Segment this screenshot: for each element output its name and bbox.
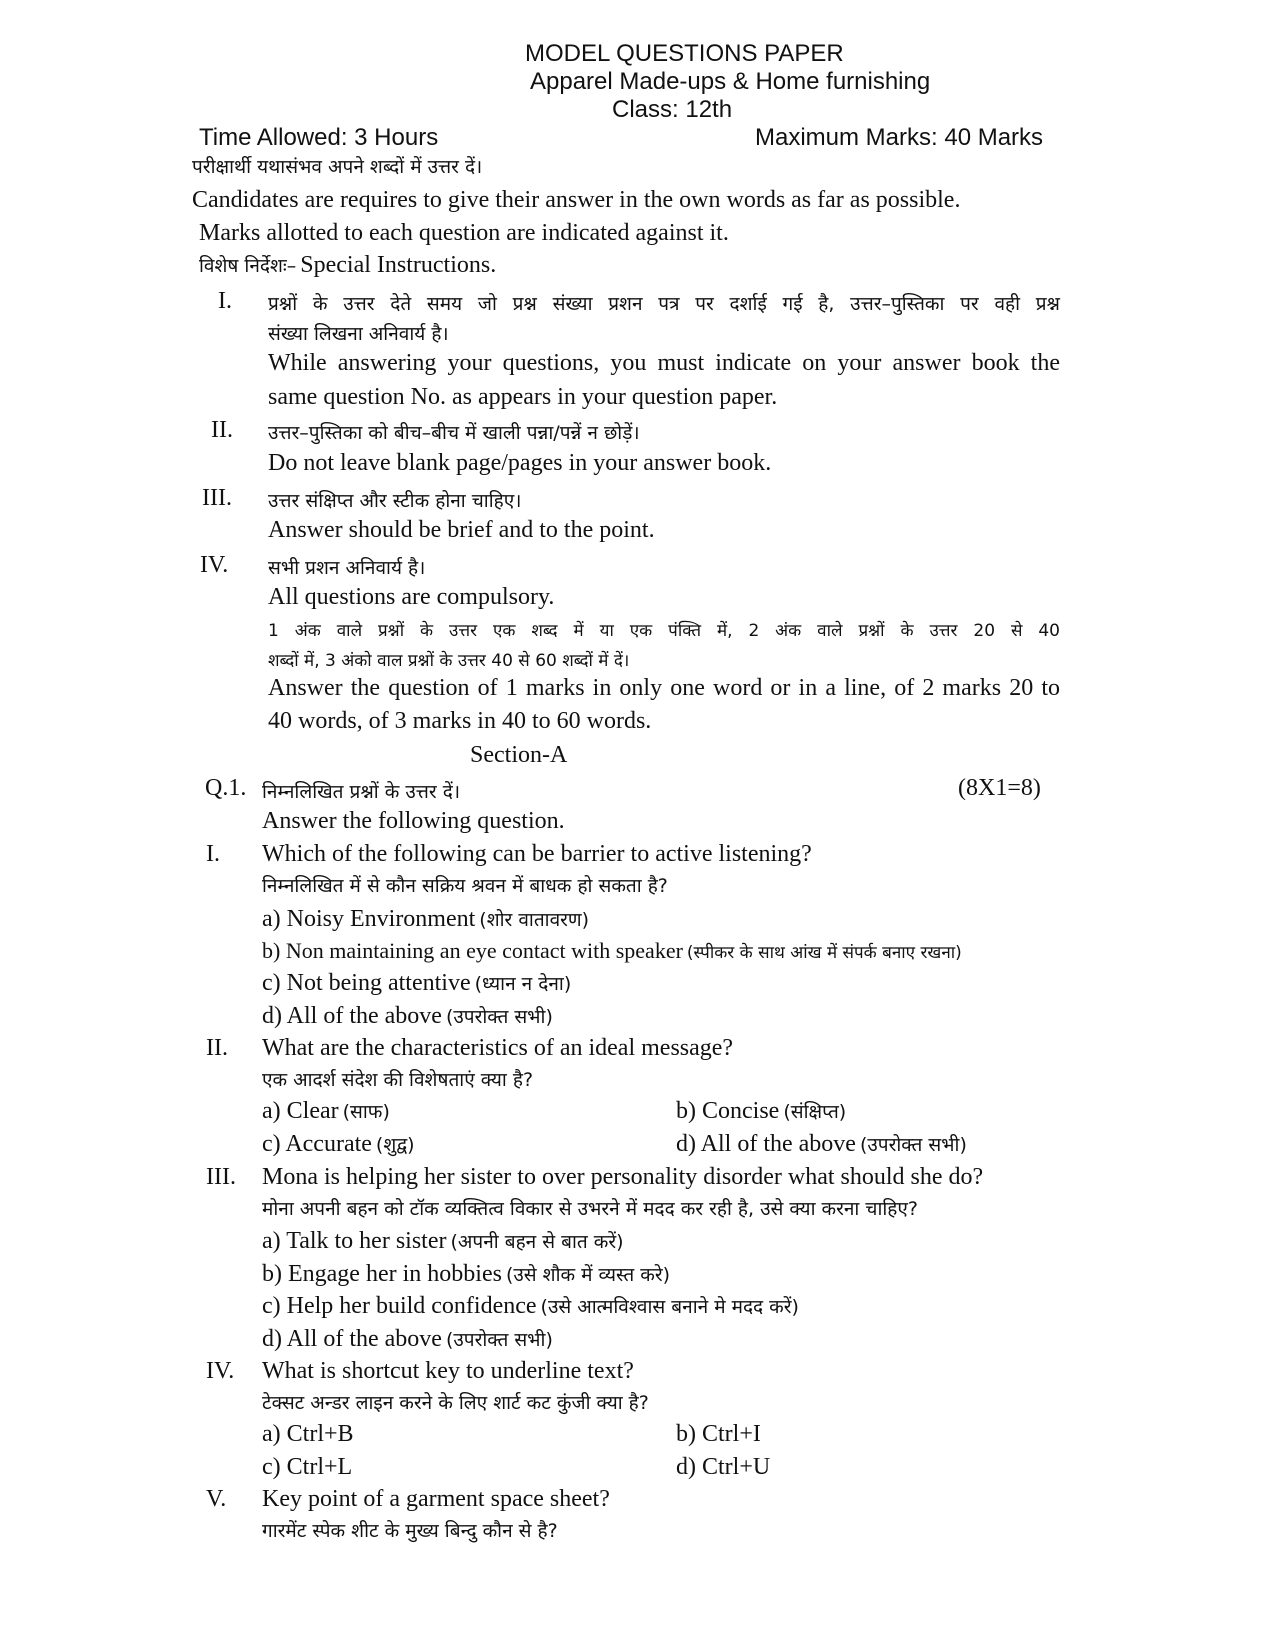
- option-english: d) All of the above: [262, 1003, 442, 1029]
- instruction-english: While answering your questions, you must indicate on your answer book the: [268, 350, 1060, 376]
- option-english: b) Concise: [676, 1098, 780, 1124]
- sub-question-english: Key point of a garment space sheet?: [262, 1486, 610, 1512]
- answer-option: [262, 906, 589, 933]
- paper-class: Class: 12th: [612, 96, 733, 123]
- option-hindi: (स्पीकर के साथ आंख में संपर्क बनाए रखना): [686, 943, 962, 963]
- answer-option: [262, 1131, 415, 1158]
- instruction-english: same question No. as appears in your question paper.: [268, 384, 778, 410]
- instruction-hindi: शब्दों में, 3 अंको वाल प्रश्नों के उत्तर 40 से 60 शब्दों में दें।: [268, 651, 630, 671]
- answer-option: [262, 1293, 799, 1320]
- question-instruction-english: Answer the following question.: [262, 808, 565, 834]
- answer-option: d) Ctrl+U: [676, 1454, 771, 1480]
- answer-option: c) Ctrl+L: [262, 1454, 353, 1480]
- option-english: b) Non maintaining an eye contact with speaker: [262, 938, 683, 963]
- intro-candidates: Candidates are requires to give their answer in the own words as far as possible.: [192, 187, 961, 213]
- answer-option: [262, 1003, 553, 1030]
- instruction-hindi: 1 अंक वाले प्रश्नों के उत्तर एक शब्द में या एक पंक्ति में, 2 अंक वाले प्रश्नों के उत्तर 20 से 40: [268, 621, 1060, 641]
- option-hindi: (संक्षिप्त): [783, 1101, 847, 1123]
- instruction-number: IV.: [200, 552, 229, 578]
- option-hindi: (उपरोक्त सभी): [445, 1006, 553, 1028]
- answer-option: [262, 1098, 390, 1125]
- option-english: a) Clear: [262, 1098, 339, 1124]
- option-hindi: (ध्यान न देना): [474, 973, 572, 995]
- instruction-number: I.: [218, 288, 232, 314]
- question-number: Q.1.: [205, 775, 247, 801]
- answer-option: [676, 1131, 967, 1158]
- instruction-hindi: सभी प्रशन अनिवार्य है।: [268, 557, 426, 579]
- answer-option: [262, 1228, 624, 1255]
- sub-question-number: III.: [206, 1164, 236, 1190]
- sub-question-number: V.: [206, 1486, 227, 1512]
- instruction-english: Answer the question of 1 marks in only one word or in a line, of 2 marks 20 to: [268, 675, 1060, 701]
- instruction-english: All questions are compulsory.: [268, 584, 555, 610]
- option-english: d) All of the above: [676, 1131, 856, 1157]
- maximum-marks: Maximum Marks: 40 Marks: [755, 124, 1044, 151]
- section-title: Section-A: [470, 742, 568, 768]
- answer-option: [262, 970, 571, 997]
- question-instruction-hindi: निम्नलिखित प्रश्नों के उत्तर दें।: [262, 781, 461, 803]
- option-hindi: (उसे शौक में व्यस्त करे): [505, 1264, 671, 1286]
- sub-question-number: I.: [206, 841, 220, 867]
- intro-hindi: परीक्षार्थी यथासंभव अपने शब्दों में उत्तर दें।: [192, 156, 483, 178]
- special-instructions-english: Special Instructions.: [300, 252, 497, 278]
- instruction-english: 40 words, of 3 marks in 40 to 60 words.: [268, 708, 652, 734]
- answer-option: [262, 1261, 670, 1288]
- sub-question-number: IV.: [206, 1358, 235, 1384]
- instruction-english: Answer should be brief and to the point.: [268, 517, 655, 543]
- sub-question-english: What are the characteristics of an ideal message?: [262, 1035, 734, 1061]
- sub-question-hindi: निम्नलिखित में से कौन सक्रिय श्रवन में बाधक हो सकता है?: [262, 875, 668, 897]
- sub-question-hindi: एक आदर्श संदेश की विशेषताएं क्या है?: [262, 1069, 534, 1091]
- special-instructions-heading: [199, 252, 496, 279]
- option-english: c) Help her build confidence: [262, 1293, 537, 1319]
- instruction-hindi: उत्तर–पुस्तिका को बीच–बीच में खाली पन्ना/पन्नें न छोड़ें।: [268, 422, 640, 444]
- answer-option: [262, 938, 962, 964]
- answer-option: b) Ctrl+I: [676, 1421, 761, 1447]
- option-hindi: (उपरोक्त सभी): [445, 1329, 553, 1351]
- special-instructions-hindi: विशेष निर्देशः–: [199, 255, 297, 277]
- sub-question-english: What is shortcut key to underline text?: [262, 1358, 634, 1384]
- option-hindi: (शोर वातावरण): [479, 909, 590, 931]
- sub-question-number: II.: [206, 1035, 228, 1061]
- option-hindi: (उसे आत्मविश्वास बनाने मे मदद करें): [540, 1296, 799, 1318]
- intro-marks-allotted: Marks allotted to each question are indicated against it.: [199, 220, 729, 246]
- question-marks: (8X1=8): [958, 775, 1041, 801]
- instruction-english: Do not leave blank page/pages in your answer book.: [268, 450, 772, 476]
- option-english: b) Engage her in hobbies: [262, 1261, 502, 1287]
- option-english: a) Noisy Environment: [262, 906, 476, 932]
- option-hindi: (शुद्व): [375, 1134, 415, 1156]
- instruction-number: III.: [202, 485, 232, 511]
- option-english: c) Not being attentive: [262, 970, 471, 996]
- option-english: a) Talk to her sister: [262, 1228, 447, 1254]
- answer-option: [676, 1098, 846, 1125]
- instruction-hindi: संख्या लिखना अनिवार्य है।: [268, 323, 449, 345]
- time-allowed: Time Allowed: 3 Hours: [199, 124, 439, 151]
- sub-question-hindi: टेक्सट अन्डर लाइन करने के लिए शार्ट कट कुंजी क्या है?: [262, 1392, 649, 1414]
- instruction-hindi: प्रश्नों के उत्तर देते समय जो प्रश्न संख्या प्रशन पत्र पर दर्शाई गई है, उत्तर–पुस्तिका पर वही प्रश्न: [268, 293, 1060, 315]
- option-hindi: (अपनी बहन से बात करें): [450, 1231, 624, 1253]
- answer-option: a) Ctrl+B: [262, 1421, 354, 1447]
- answer-option: [262, 1326, 553, 1353]
- option-english: d) All of the above: [262, 1326, 442, 1352]
- sub-question-english: Which of the following can be barrier to active listening?: [262, 841, 812, 867]
- option-hindi: (साफ): [342, 1101, 390, 1123]
- paper-title: MODEL QUESTIONS PAPER: [525, 40, 844, 67]
- sub-question-english: Mona is helping her sister to over personality disorder what should she do?: [262, 1164, 984, 1190]
- instruction-number: II.: [211, 417, 233, 443]
- sub-question-hindi: गारमेंट स्पेक शीट के मुख्य बिन्दु कौन से है?: [262, 1520, 558, 1542]
- option-hindi: (उपरोक्त सभी): [859, 1134, 967, 1156]
- instruction-hindi: उत्तर संक्षिप्त और स्टीक होना चाहिए।: [268, 490, 522, 512]
- sub-question-hindi: मोना अपनी बहन को टॉक व्यक्तित्व विकार से उभरने में मदद कर रही है, उसे क्या करना चाहिए?: [262, 1198, 918, 1220]
- option-english: c) Accurate: [262, 1131, 372, 1157]
- paper-subject: Apparel Made-ups & Home furnishing: [530, 68, 931, 95]
